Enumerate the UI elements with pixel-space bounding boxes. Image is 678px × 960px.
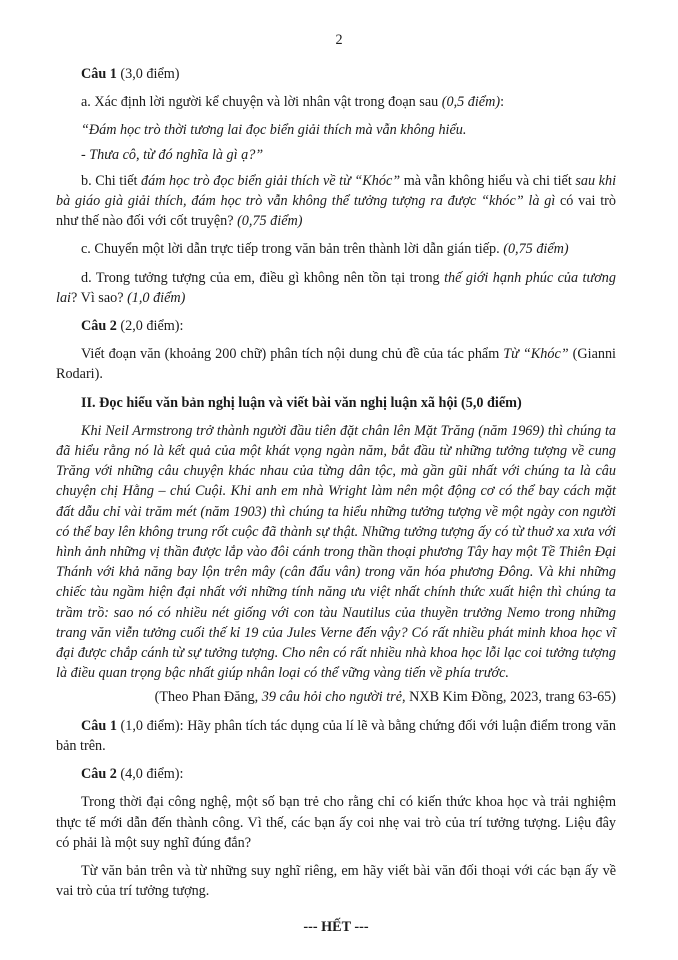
quote-line-1: “Đám học trò thời tương lai đọc biển giải thích mà vẫn không hiểu. — [81, 122, 467, 139]
question-1b — [56, 171, 616, 232]
reading-passage: Khi Neil Armstrong trở thành người đầu tiên đặt chân lên Mặt Trăng (năm 1969) thì chúng ta đã hiểu rằng nó là kết quả của một khát vọng ngàn năm, bắt đầu từ những tưởng tượng về cung Trăng với những câu chuyện khác nhau của từng dân tộc, mà gần gũi nhất với chúng ta là câu chuyện chị Hằng – chú Cuội. Khi anh em nhà Wright làm nên một động cơ có thể bay cách mặt đất dẫu chỉ vài trăm mét (năm 1903) thì chúng ta hiểu những tưởng tượng về một ngày con người có thể bay lên không trung rốt cuộc đã thành sự thật. Những tưởng tượng ấy có từ thuở xa xưa với hình ảnh những vị thần được lắp vào đôi cánh trong thần thoại phương Tây hay một Tề Thiên Đại Thánh với khả năng bay lộn trên mây (cân đẩu vân) trong văn hóa phương Đông. Và khi những chiếc tàu ngầm hiện đại nhất với những tính năng ưu việt nhất chính thức xuất hiện thì chúng ta trầm trồ: sao nó có nhiều nét giống với con tàu Nautilus của thuyền trưởng Nemo trong những trang văn viễn tưởng cuối thế kỉ 19 của Jules Verne đến vậy? Có rất nhiều phát minh khoa học vĩ đại được chắp cánh từ sự tưởng tượng. Cho nên có rất nhiều nhà khoa học lỗi lạc coi tưởng tượng là điều quan trọng bậc nhất giúp nhân loại có thể vững vàng tiến về phía trước. — [56, 422, 616, 682]
question-text: ? Vì sao? — [70, 289, 128, 306]
exam-content — [56, 64, 616, 946]
section-2-question-2-para-2: Từ văn bản trên và từ những suy nghĩ riêng, em hãy viết bài văn đối thoại với các bạn ấy về vai trò của trí tưởng tượng. — [56, 862, 616, 900]
question-points: (0,5 điểm) — [441, 94, 501, 111]
question-label: Câu 2 — [81, 766, 117, 783]
question-text: Viết đoạn văn (khoảng 200 chữ) phân tích nội dung chủ đề của tác phẩm — [81, 346, 504, 363]
question-text: c. Chuyển một lời dẫn trực tiếp trong văn bản trên thành lời dẫn gián tiếp. — [81, 241, 504, 258]
question-text: b. Chi tiết — [81, 172, 142, 189]
question-points: (2,0 điểm): — [116, 318, 184, 335]
question-label: Câu 1 — [81, 717, 117, 734]
end-mark: --- HẾT --- — [303, 919, 369, 936]
question-1-heading — [56, 64, 616, 84]
quote-line-2: - Thưa cô, từ đó nghĩa là gì ạ?” — [81, 146, 264, 163]
question-points: (3,0 điểm) — [116, 66, 180, 82]
page-number: 2 — [335, 32, 343, 48]
question-detail: sau khi bà giáo già giải thích, đám học trò vẫn không thể tưởng tượng ra được “khóc” là gì — [56, 172, 617, 210]
question-detail: đám học trò đọc biển giải thích về từ “Khóc” — [141, 172, 401, 189]
question-label: Câu 2 — [81, 318, 117, 335]
question-points: (0,75 điểm) — [503, 241, 569, 258]
section-2-question-2-para-1: Trong thời đại công nghệ, một số bạn trẻ cho rằng chỉ có kiến thức khoa học và trải nghiệm thực tế mới dẫn đến thành công. Vì thế, các bạn ấy coi nhẹ vai trò của trí tưởng tượng. Liệu đây có phải là một suy nghĩ đúng đắn? — [56, 794, 616, 851]
book-title: 39 câu hỏi cho người trẻ — [261, 689, 403, 706]
question-label: Câu 1 — [81, 66, 117, 82]
source-text: (Theo Phan Đăng, — [154, 689, 262, 706]
section-2-title: II. Đọc hiểu văn bản nghị luận và viết bài văn nghị luận xã hội (5,0 điểm) — [81, 394, 522, 411]
source-text: , NXB Kim Đồng, 2023, trang 63-65) — [402, 689, 616, 706]
question-points: (0,75 điểm) — [237, 213, 303, 230]
question-points: (1,0 điểm) — [127, 289, 186, 306]
question-1a — [56, 92, 616, 112]
punctuation: : — [500, 94, 505, 111]
question-text: d. Trong tưởng tượng của em, điều gì không nên tồn tại trong — [81, 269, 445, 286]
question-2-heading — [56, 316, 616, 336]
question-text: a. Xác định lời người kể chuyện và lời nhân vật trong đoạn sau — [81, 94, 442, 111]
question-points: (4,0 điểm): — [116, 766, 184, 783]
question-text: có vai trò như thế nào đối với cốt truyện? — [56, 193, 616, 230]
section-2-question-2-heading — [56, 764, 616, 784]
passage-source — [56, 687, 616, 707]
question-2-text — [56, 344, 616, 384]
question-text: mà vẫn không hiểu và chi tiết — [400, 172, 576, 189]
question-1c — [56, 239, 616, 259]
question-text: (1,0 điểm): Hãy phân tích tác dụng của lí lẽ và bằng chứng đối với luận điểm trong văn bản trên. — [56, 717, 616, 754]
section-2-question-1 — [56, 716, 616, 756]
question-text: (Gianni Rodari). — [56, 346, 617, 383]
question-detail: thế giới hạnh phúc của tương lai — [56, 269, 616, 306]
work-title: Từ “Khóc” — [503, 346, 569, 363]
question-1d — [56, 268, 616, 308]
